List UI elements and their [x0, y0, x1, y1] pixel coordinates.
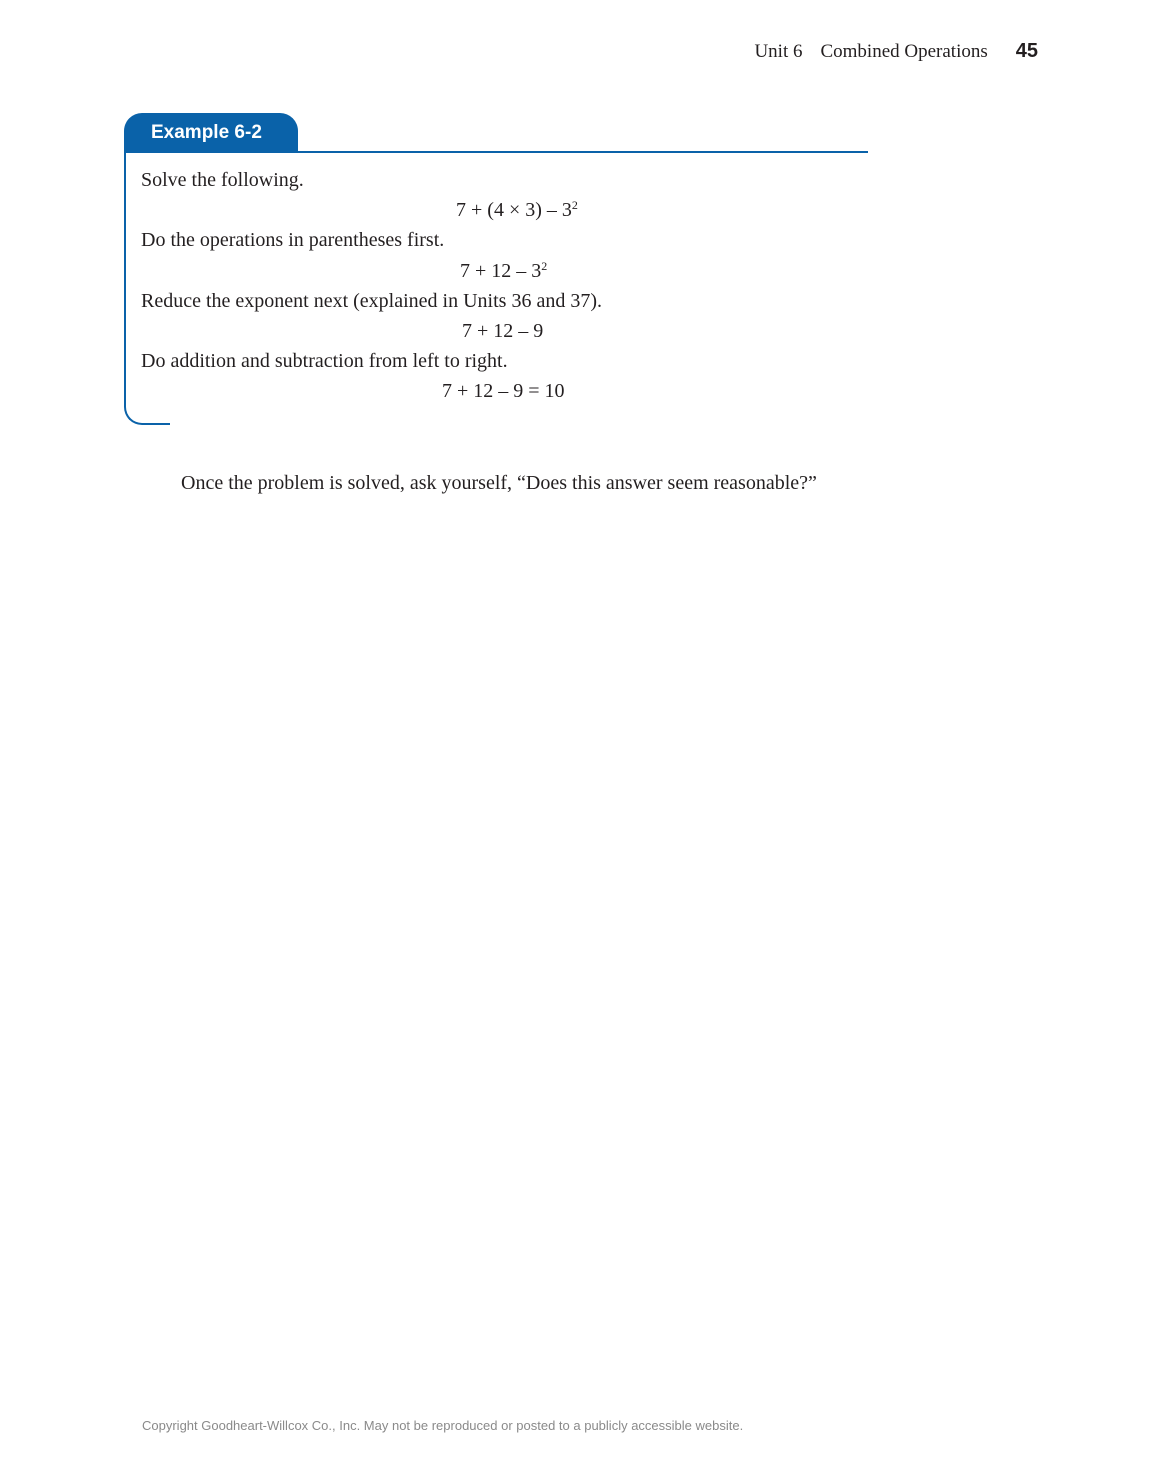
equation-1: [141, 195, 861, 225]
equation-4-text: 7 + 12 – 9 = 10: [442, 380, 565, 403]
equation-2: [141, 256, 861, 286]
example-content: [141, 165, 861, 407]
equation-3-text: 7 + 12 – 9: [462, 319, 544, 342]
chapter-title: Combined Operations: [820, 41, 988, 62]
step-3-text: Do addition and subtraction from left to right.: [141, 350, 508, 373]
equation-1-base: 7 + (4 × 3) – 3: [456, 199, 572, 222]
step-1-text: Do the operations in parentheses first.: [141, 229, 445, 252]
example-box: [124, 113, 868, 427]
example-title: Example 6-2: [124, 113, 298, 153]
unit-label: Unit 6: [754, 41, 803, 62]
equation-4: [141, 376, 861, 406]
example-top-rule: [294, 151, 868, 153]
equation-1-exponent: 2: [571, 198, 578, 213]
example-intro: Solve the following.: [141, 169, 304, 191]
step-2-text: Reduce the exponent next (explained in Units 36 and 37).: [141, 289, 602, 312]
copyright-notice: Copyright Goodheart-Willcox Co., Inc. May not be reproduced or posted to a publicly accessible website.: [142, 1418, 744, 1433]
running-head: [754, 40, 1038, 63]
equation-3: [141, 316, 861, 346]
page-number: 45: [1015, 40, 1038, 62]
equation-2-exponent: 2: [541, 258, 548, 273]
equation-2-base: 7 + 12 – 3: [460, 259, 542, 282]
body-paragraph: Once the problem is solved, ask yourself, “Does this answer seem reasonable?”: [181, 472, 817, 494]
